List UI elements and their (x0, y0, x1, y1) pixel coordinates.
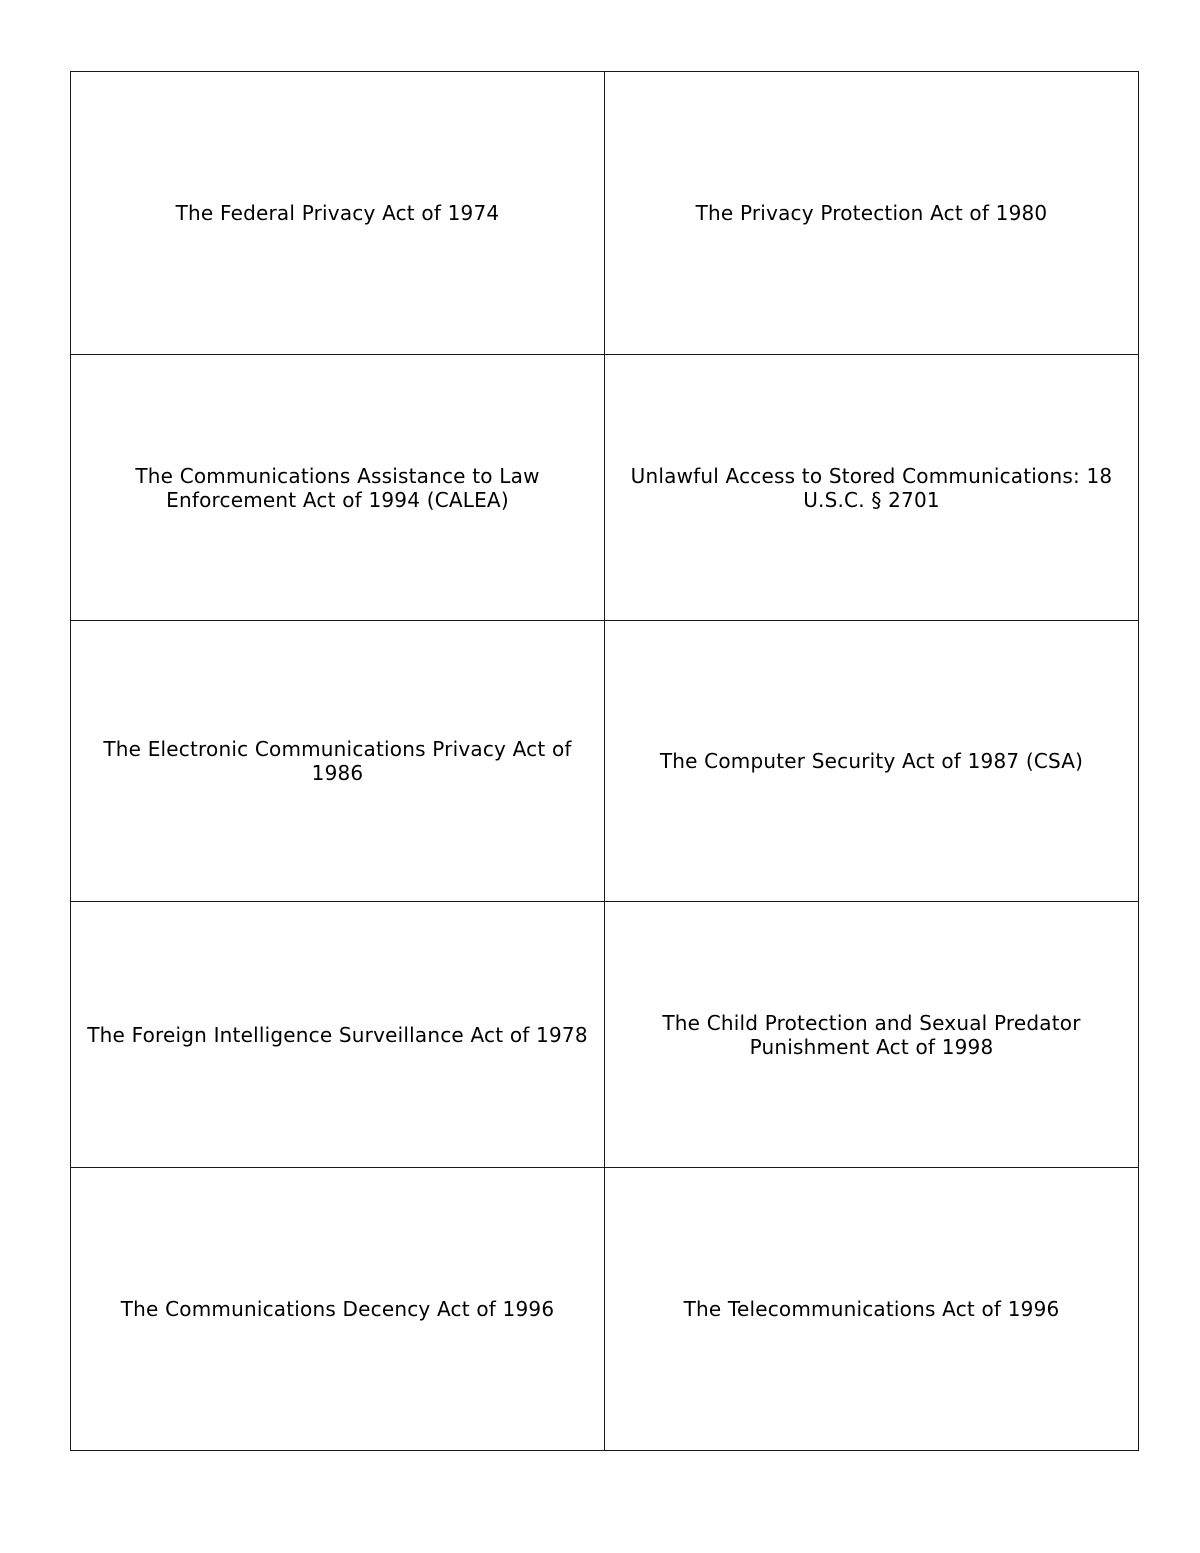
card-cell: The Foreign Intelligence Surveillance Act of 1978 (71, 902, 605, 1168)
card-cell: The Communications Assistance to Law Enforcement Act of 1994 (CALEA) (71, 355, 605, 621)
card-cell: The Privacy Protection Act of 1980 (605, 72, 1139, 355)
card-row (71, 355, 1139, 621)
flashcard-sheet (70, 71, 1139, 1450)
card-row (71, 902, 1139, 1168)
card-cell: The Telecommunications Act of 1996 (605, 1168, 1139, 1451)
card-cell: The Child Protection and Sexual Predator Punishment Act of 1998 (605, 902, 1139, 1168)
card-cell: The Electronic Communications Privacy Act of 1986 (71, 621, 605, 902)
card-row (71, 1168, 1139, 1451)
card-cell: The Federal Privacy Act of 1974 (71, 72, 605, 355)
card-cell: Unlawful Access to Stored Communications: 18 U.S.C. § 2701 (605, 355, 1139, 621)
card-row (71, 621, 1139, 902)
card-cell: The Communications Decency Act of 1996 (71, 1168, 605, 1451)
card-row (71, 72, 1139, 355)
card-cell: The Computer Security Act of 1987 (CSA) (605, 621, 1139, 902)
flashcard-grid (70, 71, 1139, 1451)
